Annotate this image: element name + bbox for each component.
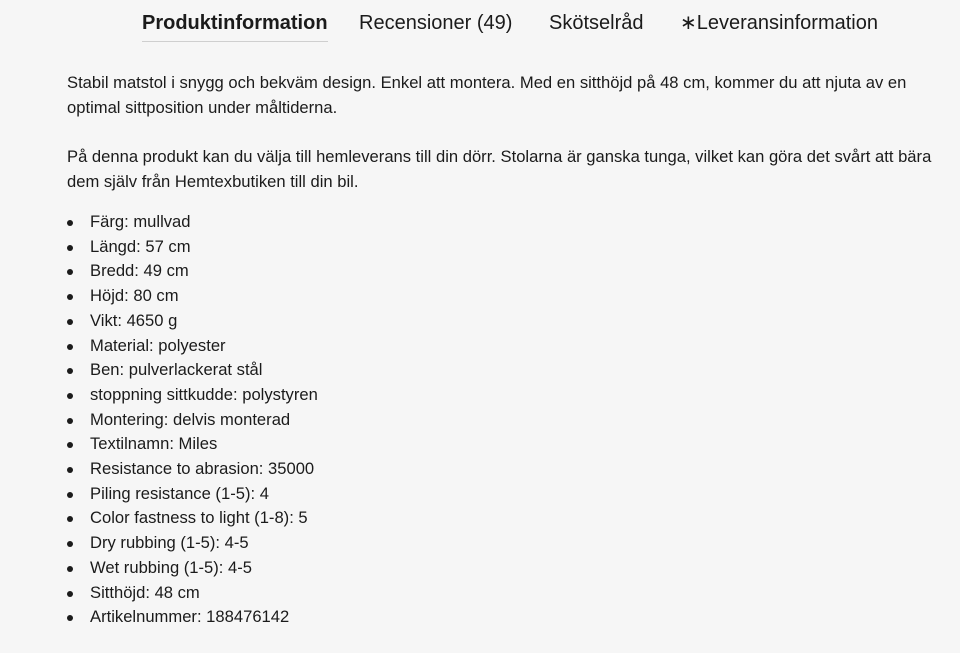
spec-item-dry-rubbing: Dry rubbing (1-5): 4-5 xyxy=(67,531,947,556)
spec-item-stoppning: stoppning sittkudde: polystyren xyxy=(67,383,947,408)
spec-item-sitthojd: Sitthöjd: 48 cm xyxy=(67,581,947,606)
description-paragraph-2: På denna produkt kan du välja till hemleverans till din dörr. Stolarna är ganska tunga, vilket kan göra det svårt att bära dem själv från Hemtexbutiken till din bil. xyxy=(67,147,932,191)
spec-item-material: Material: polyester xyxy=(67,334,947,359)
spec-item-langd: Längd: 57 cm xyxy=(67,235,947,260)
spec-item-montering: Montering: delvis monterad xyxy=(67,408,947,433)
spec-item-hojd: Höjd: 80 cm xyxy=(67,284,947,309)
spec-item-abrasion: Resistance to abrasion: 35000 xyxy=(67,457,947,482)
product-description-panel xyxy=(67,70,947,630)
tab-recensioner[interactable]: Recensioner (49) xyxy=(359,12,513,34)
tab-skotselrad[interactable]: Skötselråd xyxy=(549,12,644,34)
product-tabs xyxy=(0,0,960,48)
spec-item-ben: Ben: pulverlackerat stål xyxy=(67,358,947,383)
spec-item-farg: Färg: mullvad xyxy=(67,210,947,235)
spec-item-wet-rubbing: Wet rubbing (1-5): 4-5 xyxy=(67,556,947,581)
spec-item-textilnamn: Textilnamn: Miles xyxy=(67,432,947,457)
tab-leveransinformation[interactable]: ∗Leveransinformation xyxy=(680,12,878,34)
spec-item-vikt: Vikt: 4650 g xyxy=(67,309,947,334)
spec-list xyxy=(67,210,947,630)
spec-item-piling: Piling resistance (1-5): 4 xyxy=(67,482,947,507)
spec-item-bredd: Bredd: 49 cm xyxy=(67,259,947,284)
tab-produktinformation[interactable]: Produktinformation xyxy=(142,12,328,34)
spec-item-artikelnummer: Artikelnummer: 188476142 xyxy=(67,605,947,630)
spec-item-color-fastness: Color fastness to light (1-8): 5 xyxy=(67,506,947,531)
description-paragraph-1: Stabil matstol i snygg och bekväm design. Enkel att montera. Med en sitthöjd på 48 cm, kommer du att njuta av en optimal sittposition under måltiderna. xyxy=(67,73,907,117)
